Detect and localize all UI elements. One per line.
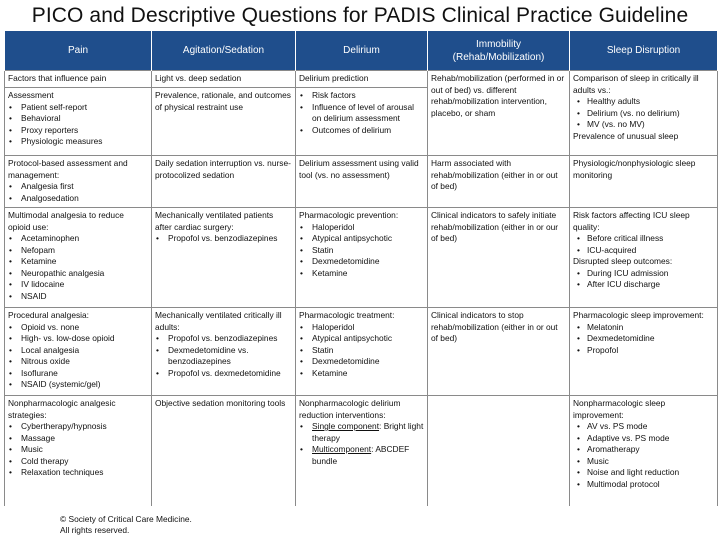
list-item: • After ICU discharge [573,279,714,291]
list-item: • Acetaminophen [8,233,148,245]
list-item: • MV (vs. no MV) [573,119,714,131]
list-item: • Isoflurane [8,368,148,380]
cell-sleep [570,71,718,156]
cell-sedation [152,156,296,208]
cell-immobility [428,156,570,208]
cell-sedation [152,396,296,507]
cell-intro: Pharmacologic sleep improvement: [573,310,704,320]
list-item-text: : ABCDEF bundle [312,444,410,466]
list-item: • Behavioral [8,113,148,125]
table-header-row [5,31,718,71]
cell-delirium [296,208,428,308]
multicomponent-label: Multicomponent [312,444,372,454]
bullet-list [8,421,148,479]
list-item: • Analgesia first [8,181,148,193]
list-item: • Dexmedetomidine [573,333,714,345]
bullet-list [573,233,714,256]
list-item: • Cybertherapy/hypnosis [8,421,148,433]
single-component-label: Single component [312,421,380,431]
list-item: • During ICU admission [573,268,714,280]
bullet-list [8,322,148,391]
table-row [5,308,718,396]
cell-text: Daily sedation interruption vs. nurse-protocolized sedation [155,158,291,180]
list-item: • NSAID (systemic/gel) [8,379,148,391]
cell-sedation [152,208,296,308]
bullet-list [8,181,148,204]
list-item: • Propofol vs. benzodiazepines [155,233,292,245]
list-item: • Risk factors [299,90,424,102]
list-item: • Physiologic measures [8,136,148,148]
list-item: • Massage [8,433,148,445]
cell-intro: Pharmacologic treatment: [299,310,395,320]
list-item: • Healthy adults [573,96,714,108]
list-item: • Multimodal protocol [573,479,714,491]
bullet-list [299,322,424,380]
cell-delirium [296,156,428,208]
table-row [5,156,718,208]
cell-sleep [570,208,718,308]
list-item: • Dexmedetomidine [299,356,424,368]
cell-sleep [570,396,718,507]
cell-intro: Nonpharmacologic analgesic strategies: [8,398,116,420]
cell-immobility [428,308,570,396]
bullet-list [299,90,424,136]
page-title: PICO and Descriptive Questions for PADIS Clinical Practice Guideline [31,4,689,27]
pico-table [4,31,718,506]
list-item: • Propofol vs. benzodiazepines [155,333,292,345]
list-item: • Ketamine [299,268,424,280]
list-item: • Opioid vs. none [8,322,148,334]
cell-delirium [296,396,428,507]
cell-intro: Risk factors affecting ICU sleep quality: [573,210,690,232]
list-item: • Relaxation techniques [8,467,148,479]
bullet-list [8,233,148,302]
list-item: • Statin [299,245,424,257]
list-item: • NSAID [8,291,148,303]
cell-text: Clinical indicators to safely initiate rehab/mobilization (either in or our of bed) [431,210,559,243]
list-item: • Nefopam [8,245,148,257]
cell-text: Factors that influence pain [8,73,107,83]
copyright-line: © Society of Critical Care Medicine. [60,514,192,524]
cell-delirium [296,308,428,396]
list-item: • Analgosedation [8,193,148,205]
list-item [299,444,424,467]
list-item: • Nitrous oxide [8,356,148,368]
list-item: • Patient self-report [8,102,148,114]
list-item: • Ketamine [8,256,148,268]
list-item: • Melatonin [573,322,714,334]
copyright-line: All rights reserved. [60,525,130,535]
cell-sleep [570,308,718,396]
list-item: • Proxy reporters [8,125,148,137]
list-item: • Haloperidol [299,322,424,334]
cell-text: Prevalence, rationale, and outcomes of physical restraint use [155,90,291,112]
cell-text: Light vs. deep sedation [155,73,242,83]
header-delirium: Delirium [296,31,428,71]
list-item: • Noise and light reduction [573,467,714,479]
cell-sedation [152,88,296,156]
list-item: • High- vs. low-dose opioid [8,333,148,345]
list-item: • Dexmedetomidine [299,256,424,268]
header-immobility: Immobility (Rehab/Mobilization) [428,31,570,71]
cell-pain [5,88,152,156]
table-row [5,396,718,507]
bullet-list [573,268,714,291]
cell-intro: Protocol-based assessment and management: [8,158,128,180]
list-item: • Outcomes of delirium [299,125,424,137]
cell-pain [5,396,152,507]
list-item: • Music [8,444,148,456]
list-item: • Cold therapy [8,456,148,468]
table-row [5,208,718,308]
cell-immobility [428,71,570,156]
bullet-list [573,96,714,131]
cell-intro: Procedural analgesia: [8,310,90,320]
cell-intro: Nonpharmacologic delirium reduction interventions: [299,398,401,420]
cell-delirium [296,71,428,88]
bullet-list [155,333,292,379]
list-item: • Atypical antipsychotic [299,333,424,345]
list-item: • Propofol vs. dexmedetomidine [155,368,292,380]
cell-text: Physiologic/nonphysiologic sleep monitoring [573,158,696,180]
list-item [299,421,424,444]
cell-text: Clinical indicators to stop rehab/mobilization (either in or out of bed) [431,310,558,343]
list-item: • Dexmedetomidine vs. benzodiazepines [155,345,292,368]
list-item: • Local analgesia [8,345,148,357]
bullet-list [573,322,714,357]
bullet-list [573,421,714,490]
cell-intro: Mechanically ventilated patients after cardiac surgery: [155,210,274,232]
list-item: • Influence of level of arousal on delirium assessment [299,102,424,125]
cell-intro: Nonpharmacologic sleep improvement: [573,398,666,420]
header-pain: Pain [5,31,152,71]
cell-intro: Assessment [8,90,54,100]
cell-text: Rehab/mobilization (performed in or out of bed) vs. different rehab/mobilization intervention, placebo, or sham [431,73,565,118]
list-item: • Haloperidol [299,222,424,234]
bullet-list [155,233,292,245]
list-item: • Propofol [573,345,714,357]
list-item: • ICU-acquired [573,245,714,257]
cell-pain [5,71,152,88]
bullet-list [299,222,424,280]
cell-immobility [428,208,570,308]
header-sleep-disruption: Sleep Disruption [570,31,718,71]
list-item: • IV lidocaine [8,279,148,291]
cell-intro: Pharmacologic prevention: [299,210,399,220]
list-item: • AV vs. PS mode [573,421,714,433]
list-item: • Adaptive vs. PS mode [573,433,714,445]
list-item: • Before critical illness [573,233,714,245]
list-item: • Atypical antipsychotic [299,233,424,245]
cell-delirium [296,88,428,156]
list-item: • Delirium (vs. no delirium) [573,108,714,120]
list-item: • Aromatherapy [573,444,714,456]
cell-sleep [570,156,718,208]
cell-intro: Disrupted sleep outcomes: [573,256,673,266]
cell-pain [5,208,152,308]
list-item: • Statin [299,345,424,357]
cell-intro: Comparison of sleep in critically ill adults vs.: [573,73,699,95]
copyright-notice [60,514,192,536]
cell-sedation [152,71,296,88]
bullet-list [299,421,424,467]
cell-text: Delirium prediction [299,73,369,83]
cell-intro: Multimodal analgesia to reduce opioid use: [8,210,124,232]
cell-outro: Prevalence of unusual sleep [573,130,679,141]
cell-sedation [152,308,296,396]
table-row [5,71,718,88]
cell-pain [5,308,152,396]
list-item: • Music [573,456,714,468]
cell-immobility [428,396,570,507]
list-item-text: : Bright light therapy [312,421,424,443]
cell-pain [5,156,152,208]
cell-text: Delirium assessment using valid tool (vs. no assessment) [299,158,419,180]
list-item: • Neuropathic analgesia [8,268,148,280]
list-item: • Ketamine [299,368,424,380]
cell-text: Objective sedation monitoring tools [155,398,286,408]
cell-intro: Mechanically ventilated critically ill adults: [155,310,282,332]
bullet-list [8,102,148,148]
cell-text: Harm associated with rehab/mobilization (either in or out of bed) [431,158,558,191]
header-agitation-sedation: Agitation/Sedation [152,31,296,71]
